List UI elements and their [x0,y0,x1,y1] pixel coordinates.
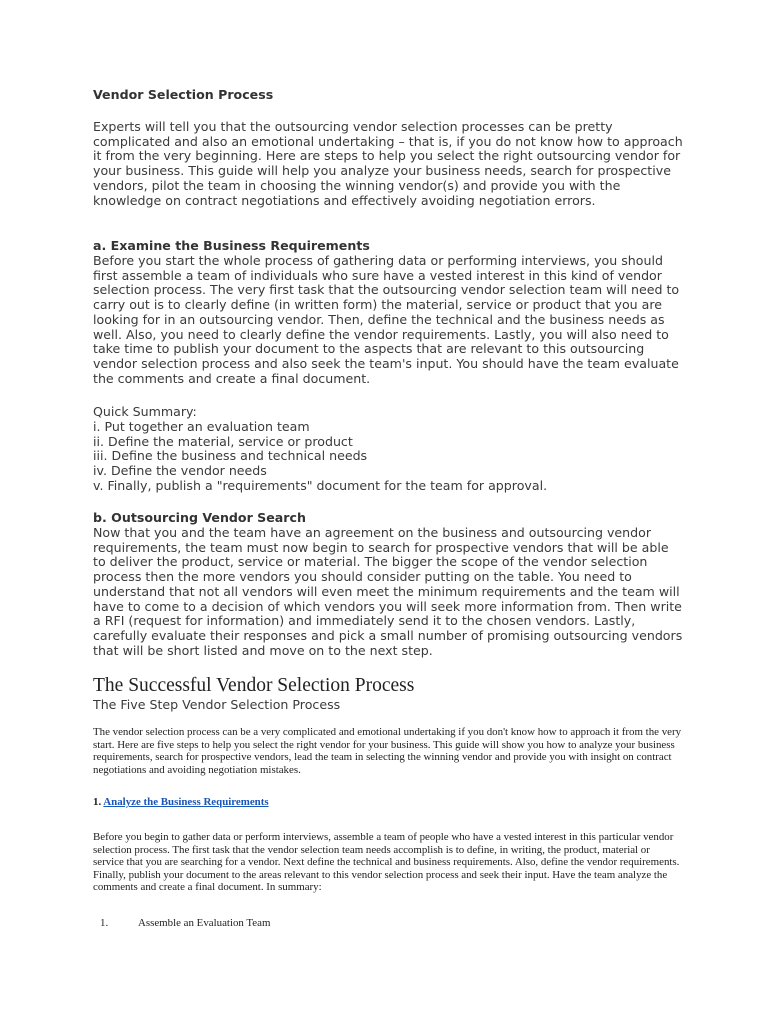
document-title: Vendor Selection Process [93,87,274,102]
list-number: 1. [100,917,109,929]
list-item: v. Finally, publish a "requirements" document for the team for approval. [93,477,548,493]
section-a-body: Before you start the whole process of gathering data or performing interviews, you should first assemble a team of individuals who sure have a vested interest in this kind of vendor selection process. The very first task that the outsourcing vendor selection team will need to carry out is to clearly define (in written form) the material, service or product that you are looking for in an outsourcing vendor. Then, define the technical and the business needs as well. Also, you need to clearly define the vendor requirements. Lastly, you will also need to take time to publish your document to the aspects that are relevant to this outsourcing vendor selection process and also seek the team's input. You should have the team evaluate the comments and create a final document. [93,253,680,386]
intro-paragraph: Experts will tell you that the outsourcing vendor selection processes can be pretty complicated and also an emotional undertaking – that is, if you do not know how to approach it from the very beginning. Here are steps to help you select the right outsourcing vendor for your business. This guide will help you analyze your business needs, search for prospective vendors, pilot the team in choosing the winning vendor(s) and provide you with the knowledge on contract negotiations and effectively avoiding negotiation errors. [93,119,683,208]
step1-link[interactable]: Analyze the Business Requirements [103,796,269,808]
list-item: i. Put together an evaluation team [93,419,310,434]
section-b-heading: b. Outsourcing Vendor Search [93,510,306,525]
part2-title: The Successful Vendor Selection Process [93,675,415,696]
numbered-list [100,917,270,929]
part2-subtitle: The Five Step Vendor Selection Process [93,697,341,712]
section-a-heading: a. Examine the Business Requirements [93,238,370,253]
summary-label: Quick Summary: [93,404,197,419]
part2-intro: The vendor selection process can be a very complicated and emotional undertaking if you don't know how to approach it from the very start. Here are five steps to help you select the right vendor for your business. This guide will show you how to analyze your business requirements, search for prospective vendors, lead the team in selecting the winning vendor and provide you with insight on contract negotiations and avoiding negotiation mistakes. [93,726,682,776]
list-item: iv. Define the vendor needs [93,463,267,479]
list-item: ii. Define the material, service or product [93,433,353,449]
step1-body: Before you begin to gather data or perform interviews, assemble a team of people who have a vested interest in this particular vendor selection process. The first task that the vendor selection team needs accomplish is to define, in writing, the product, material or service that you are searching for a vendor. Next define the technical and business requirements. Also, define the vendor requirements. Finally, publish your document to the areas relevant to this vendor selection process and seek their input. Have the team analyze the comments and create a final document. In summary: [93,831,680,894]
step1-number: 1. [93,796,102,808]
list-item: iii. Define the business and technical needs [93,448,368,464]
summary-list [93,420,547,494]
step1-heading [93,796,269,808]
section-b-body: Now that you and the team have an agreement on the business and outsourcing vendor requirements, the team must now begin to search for prospective vendors that will be able to deliver the product, service or material. The bigger the scope of the vendor selection process then the more vendors you should consider putting on the table. You need to understand that not all vendors will even meet the minimum requirements and the team will have to come to a decision of which vendors you will seek more information from. Then write a RFI (request for information) and immediately send it to the chosen vendors. Lastly, carefully evaluate their responses and pick a small number of promising outsourcing vendors that will be short listed and move on to the next step. [93,525,683,658]
list-item: Assemble an Evaluation Team [138,917,271,929]
